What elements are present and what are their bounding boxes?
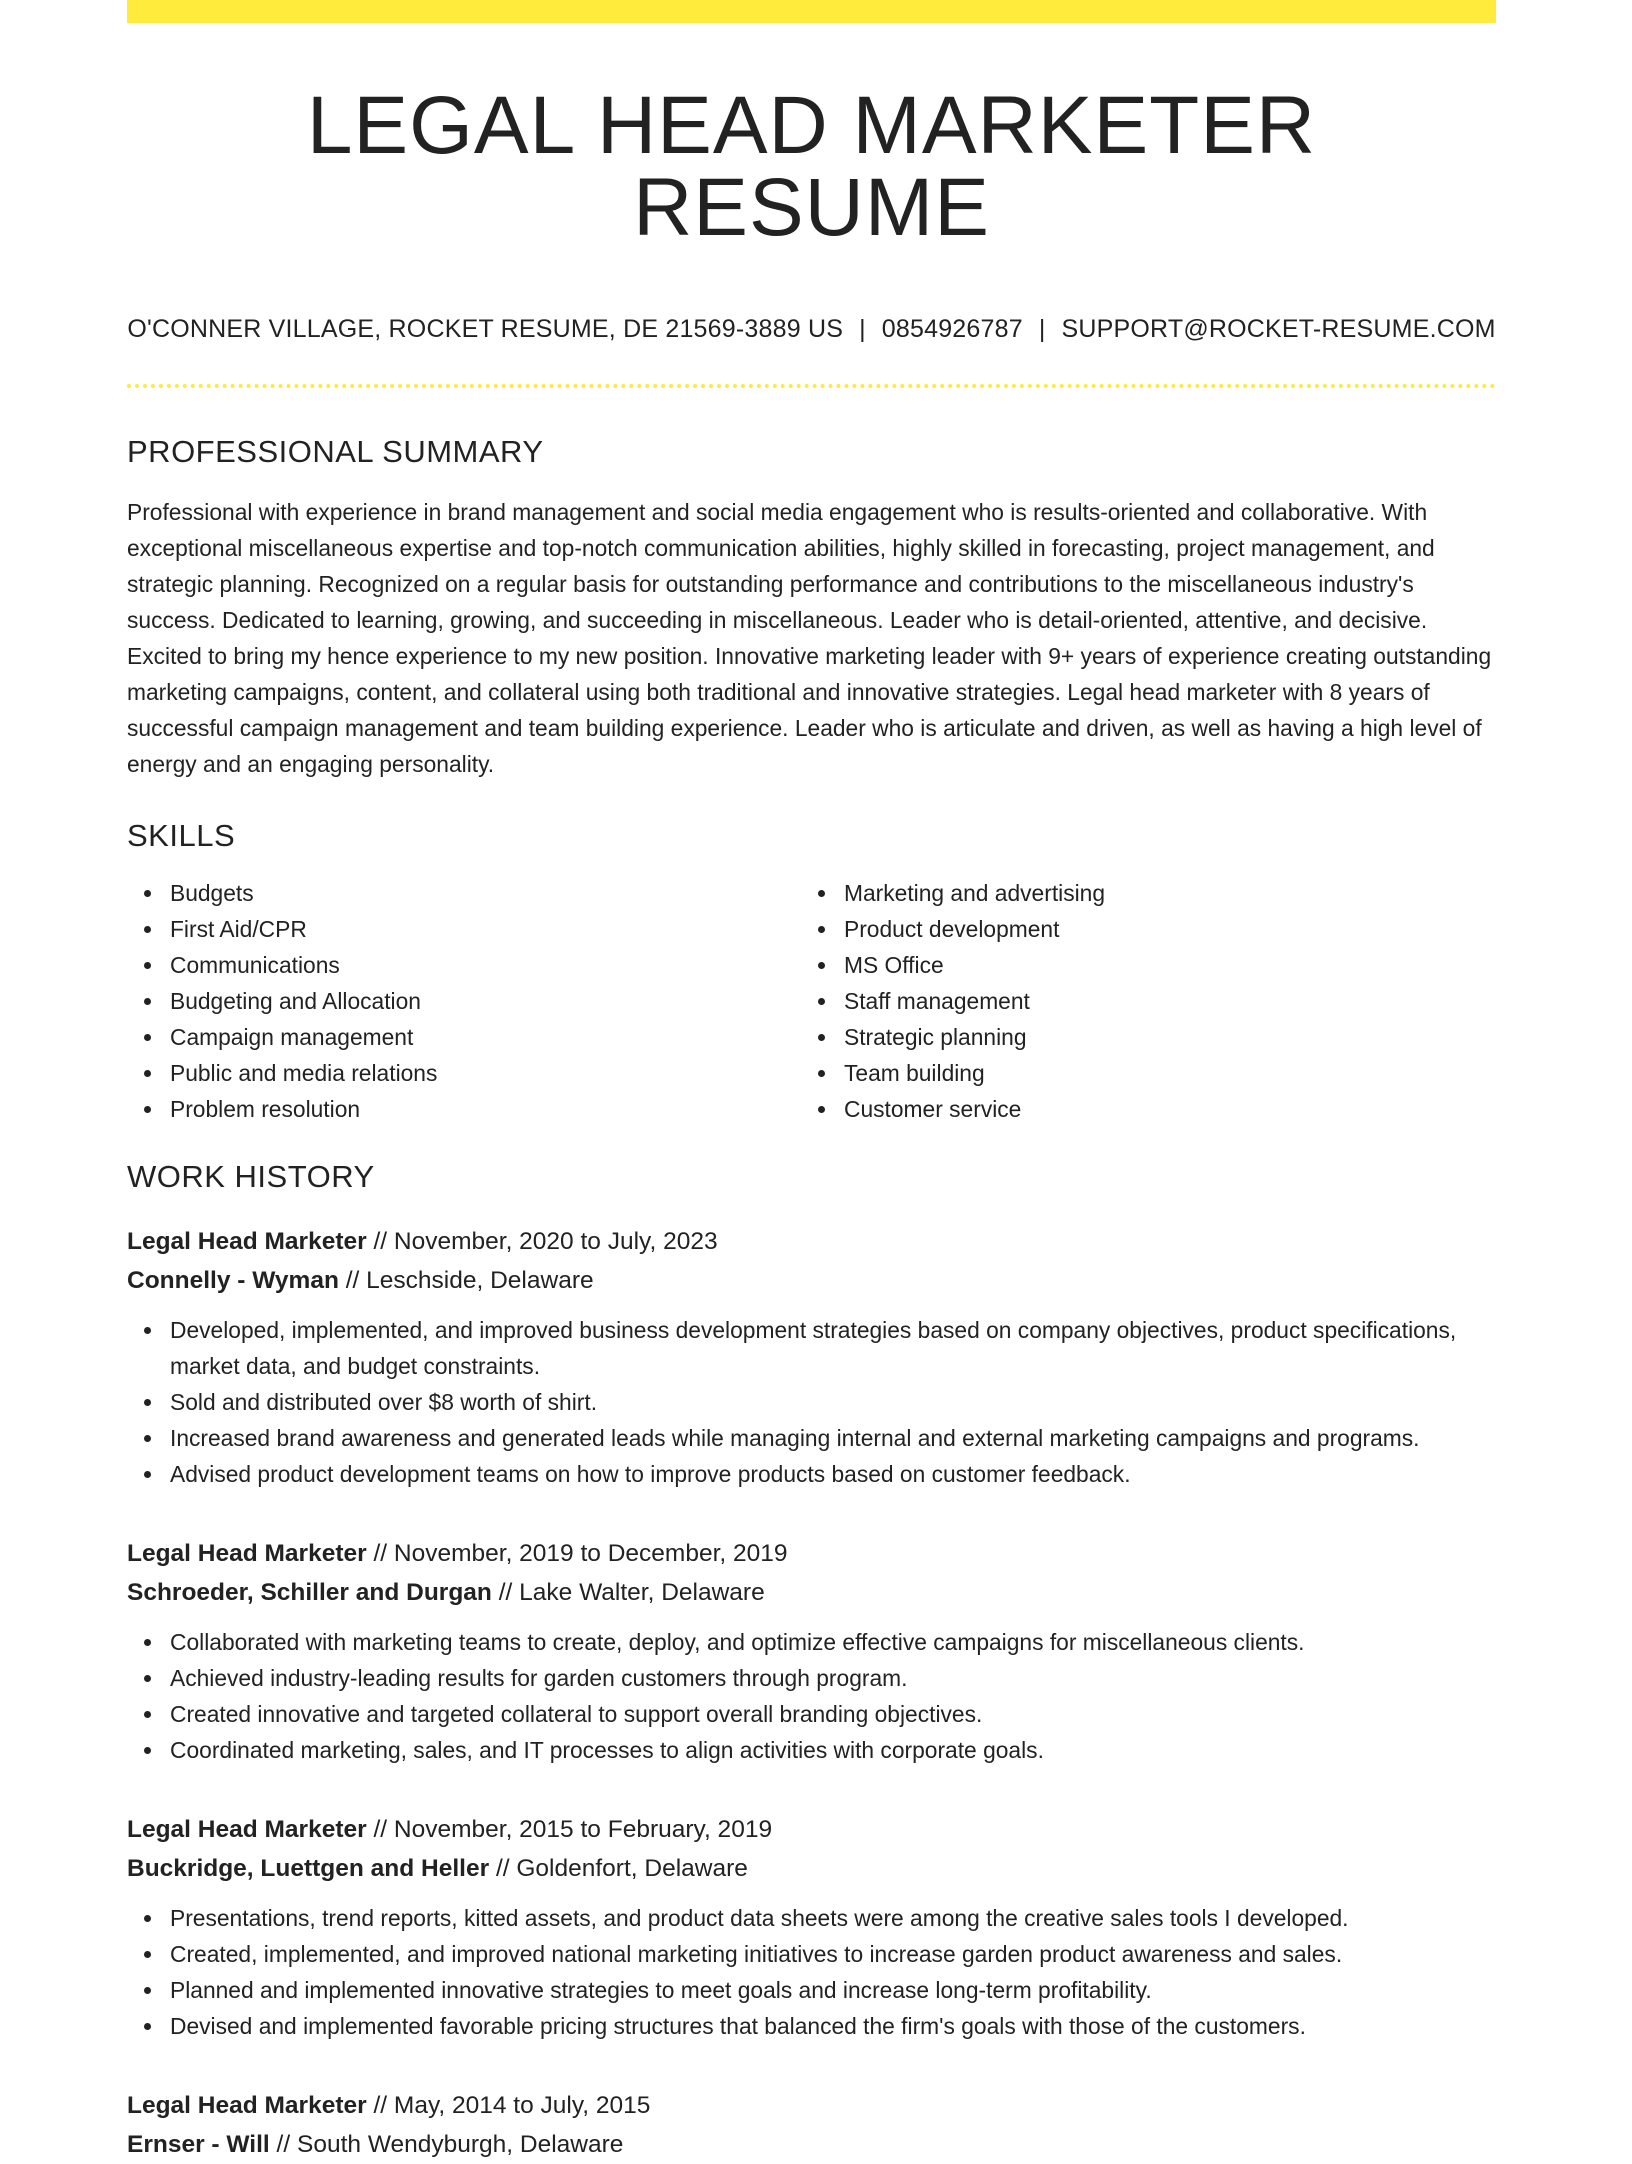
job-location: Goldenfort, Delaware	[516, 1855, 748, 1882]
skill-item: Public and media relations	[170, 1055, 801, 1091]
dotted-divider	[127, 384, 1496, 388]
job-bullet: Increased brand awareness and generated leads while managing internal and external marketing campaigns and programs.	[170, 1420, 1496, 1456]
divider: //	[498, 1579, 513, 1606]
skill-item: Problem resolution	[170, 1091, 801, 1127]
job-bullet: Created innovative and targeted collateral to support overall branding objectives.	[170, 1696, 1496, 1732]
divider: //	[373, 1816, 388, 1843]
divider: //	[373, 2092, 388, 2119]
job-title: Legal Head Marketer	[127, 1816, 367, 1843]
job-bullet: Achieved industry-leading results for garden customers through program.	[170, 1660, 1496, 1696]
skill-item: First Aid/CPR	[170, 911, 801, 947]
skill-item: Customer service	[844, 1091, 1475, 1127]
job-dates: May, 2014 to July, 2015	[393, 2092, 651, 2119]
job-company: Schroeder, Schiller and Durgan	[127, 1579, 492, 1606]
job-bullet: Presentations, trend reports, kitted assets, and product data sheets were among the creative sales tools I developed.	[170, 1900, 1496, 1936]
contact-separator: |	[1038, 315, 1046, 343]
skill-item: Team building	[844, 1055, 1475, 1091]
divider: //	[495, 1855, 510, 1882]
skills-grid	[127, 875, 1496, 1127]
divider: //	[345, 1267, 360, 1294]
skill-item: Campaign management	[170, 1019, 801, 1055]
job-bullet: Developed, implemented, and improved business development strategies based on company objectives, product specifications, market data, and budget constraints.	[170, 1312, 1496, 1384]
skill-item: Product development	[844, 911, 1475, 947]
contact-email: SUPPORT@ROCKET-RESUME.COM	[1061, 315, 1496, 343]
work-history-heading: WORK HISTORY	[127, 1159, 375, 1194]
job-bullet: Advised product development teams on how to improve products based on customer feedback.	[170, 1456, 1496, 1492]
job-company-line	[127, 2125, 1496, 2164]
work-history-list	[127, 1222, 1496, 2164]
job-title-line	[127, 1810, 1496, 1849]
job-title: Legal Head Marketer	[127, 1228, 367, 1255]
skill-item: MS Office	[844, 947, 1475, 983]
job-location: Lake Walter, Delaware	[519, 1579, 765, 1606]
resume-title: LEGAL HEAD MARKETER RESUME	[306, 80, 1317, 253]
accent-top-bar	[127, 0, 1496, 23]
job-bullets	[127, 1900, 1496, 2044]
job-company: Ernser - Will	[127, 2131, 270, 2158]
divider: //	[373, 1228, 388, 1255]
job-bullets	[127, 1624, 1496, 1768]
job-title: Legal Head Marketer	[127, 2092, 367, 2119]
skills-list-left	[127, 875, 801, 1127]
contact-line	[127, 317, 1496, 342]
job-location: Leschside, Delaware	[366, 1267, 594, 1294]
resume-page	[127, 0, 1496, 2164]
job-company: Connelly - Wyman	[127, 1267, 339, 1294]
summary-text: Professional with experience in brand management and social media engagement who is results-oriented and collaborative. With exceptional miscellaneous expertise and top-notch communication abilities, highly skilled in forecasting, project management, and strategic planning. Recognized on a regular basis for outstanding performance and contributions to the miscellaneous industry's success. Dedicated to learning, growing, and succeeding in miscellaneous. Leader who is detail-oriented, attentive, and decisive. Excited to bring my hence experience to my new position. Innovative marketing leader with 9+ years of experience creating outstanding marketing campaigns, content, and collateral using both traditional and innovative strategies. Legal head marketer with 8 years of successful campaign management and team building experience. Leader who is articulate and driven, as well as having a high level of energy and an engaging personality.	[127, 499, 1492, 777]
contact-address: O'CONNER VILLAGE, ROCKET RESUME, DE 21569-3889 US	[127, 315, 844, 343]
job-bullet: Sold and distributed over $8 worth of shirt.	[170, 1384, 1496, 1420]
job-company-line	[127, 1849, 1496, 1888]
job-bullet: Coordinated marketing, sales, and IT processes to align activities with corporate goals.	[170, 1732, 1496, 1768]
skills-heading: SKILLS	[127, 818, 236, 853]
job-entry	[127, 1222, 1496, 1492]
job-bullet: Planned and implemented innovative strategies to meet goals and increase long-term profitability.	[170, 1972, 1496, 2008]
job-company-line	[127, 1261, 1496, 1300]
job-title: Legal Head Marketer	[127, 1540, 367, 1567]
divider: //	[373, 1540, 388, 1567]
job-company: Buckridge, Luettgen and Heller	[127, 1855, 490, 1882]
job-location: South Wendyburgh, Delaware	[296, 2131, 624, 2158]
contact-separator: |	[859, 315, 866, 343]
skill-item: Budgeting and Allocation	[170, 983, 801, 1019]
skill-item: Staff management	[844, 983, 1475, 1019]
skill-item: Strategic planning	[844, 1019, 1475, 1055]
job-bullets	[127, 1312, 1496, 1492]
job-company-line	[127, 1573, 1496, 1612]
contact-phone: 0854926787	[881, 315, 1023, 343]
job-dates: November, 2019 to December, 2019	[393, 1540, 788, 1567]
skill-item: Budgets	[170, 875, 801, 911]
job-entry	[127, 1534, 1496, 1768]
skill-item: Communications	[170, 947, 801, 983]
job-dates: November, 2020 to July, 2023	[393, 1228, 718, 1255]
job-entry	[127, 2086, 1496, 2164]
divider: //	[276, 2131, 291, 2158]
skills-list-right	[801, 875, 1475, 1127]
job-entry	[127, 1810, 1496, 2044]
job-dates: November, 2015 to February, 2019	[393, 1816, 773, 1843]
job-title-line	[127, 2086, 1496, 2125]
job-bullet: Collaborated with marketing teams to create, deploy, and optimize effective campaigns for miscellaneous clients.	[170, 1624, 1496, 1660]
job-title-line	[127, 1222, 1496, 1261]
job-title-line	[127, 1534, 1496, 1573]
skill-item: Marketing and advertising	[844, 875, 1475, 911]
job-bullet: Devised and implemented favorable pricing structures that balanced the firm's goals with those of the customers.	[170, 2008, 1496, 2044]
summary-heading: PROFESSIONAL SUMMARY	[127, 434, 544, 469]
job-bullet: Created, implemented, and improved national marketing initiatives to increase garden product awareness and sales.	[170, 1936, 1496, 1972]
